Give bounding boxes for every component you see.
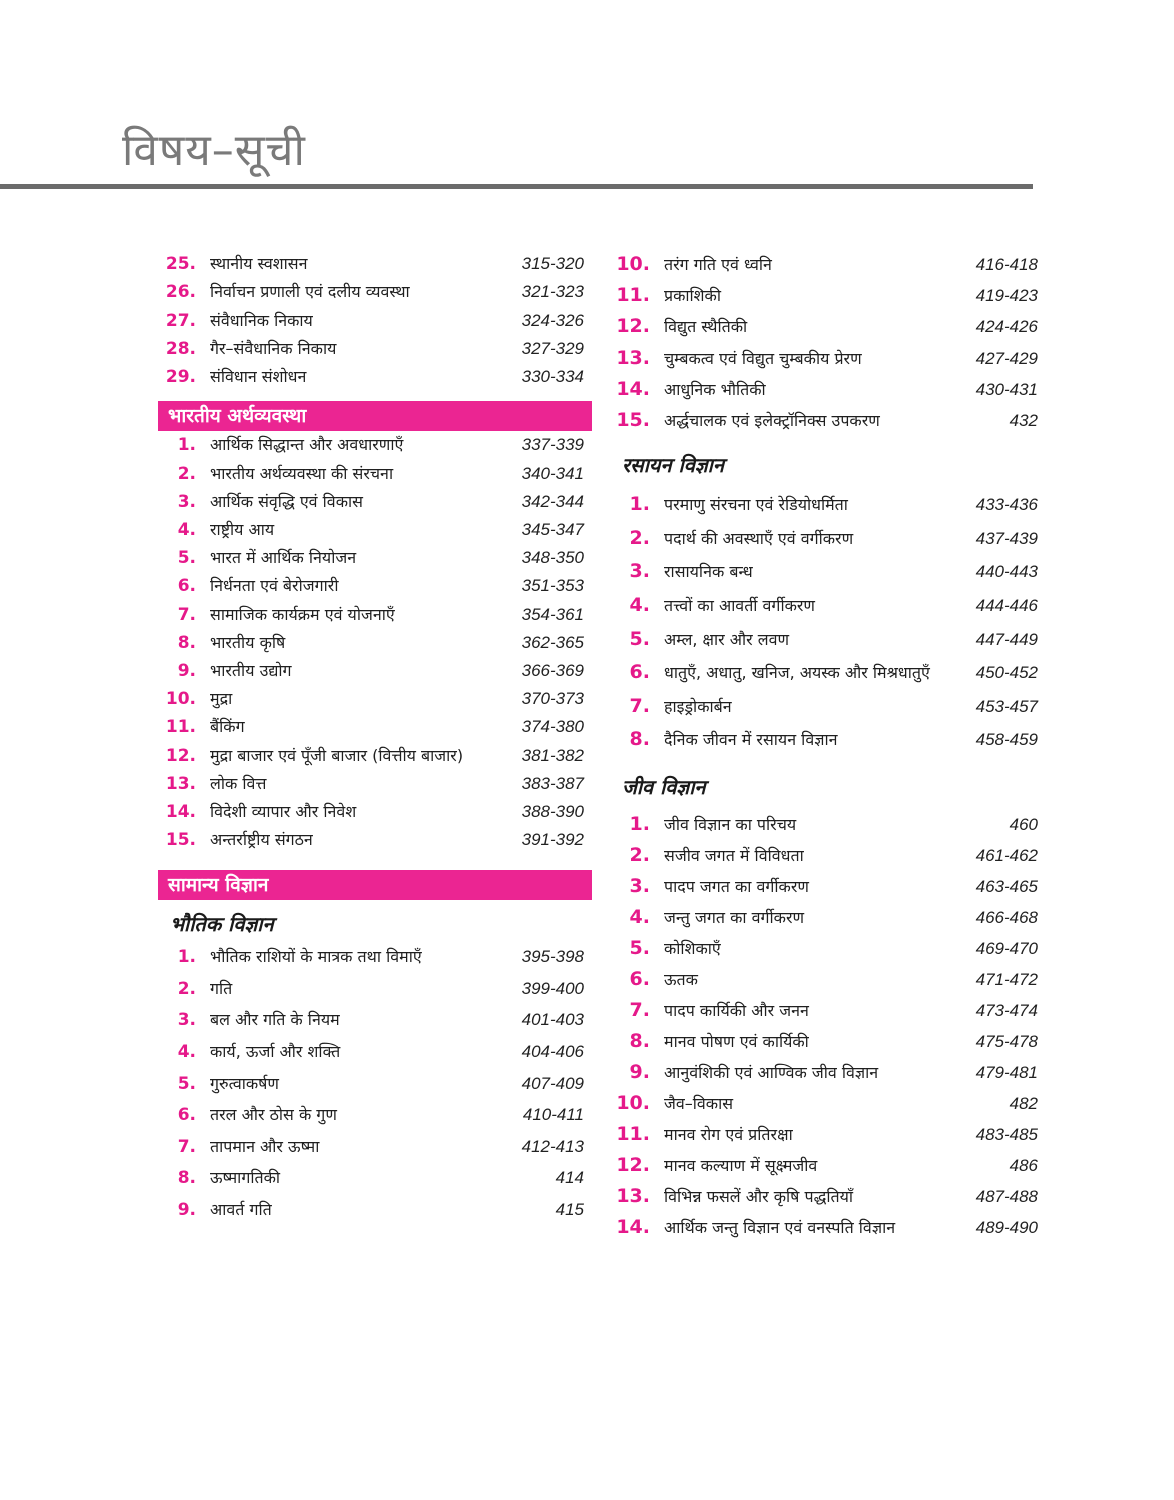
toc-entry-title: संवैधानिक निकाय [210,310,313,330]
toc-entry [612,346,1038,381]
toc-entry-pages: 460 [1009,814,1038,834]
toc-entry [612,998,1038,1033]
toc-entry-pages: 458-459 [975,730,1038,750]
toc-entry-title: लोक वित्त [210,773,267,793]
toc-entry [158,832,592,860]
toc-entry [158,1044,592,1076]
toc-group [612,812,1038,1250]
toc-entry-number: 6. [629,967,650,990]
toc-entry-number: 26. [165,282,196,303]
toc-entry-title: हाइड्रोकार्बन [664,696,732,716]
toc-entry [158,1202,592,1234]
toc-group [158,437,592,860]
toc-entry-number: 28. [165,338,196,359]
toc-entry [612,253,1038,287]
toc-entry-pages: 471-472 [975,969,1038,989]
toc-entry-pages: 366-369 [521,660,584,680]
toc-entry-pages: 351-353 [521,576,584,596]
toc-entry [612,526,1038,564]
toc-entry-title: प्रकाशिकी [664,286,721,306]
toc-entry [158,437,592,465]
toc-entry-title: मानव रोग एवं प्रतिरक्षा [664,1124,793,1144]
toc-entry [158,773,592,804]
toc-entry-pages: 463-465 [975,876,1038,896]
toc-entry-title: तरंग गति एवं ध्वनि [664,255,772,274]
toc-entry-pages: 315-320 [521,254,584,273]
toc-entry [158,949,592,981]
toc-entry-number: 9. [177,660,196,681]
toc-entry [612,694,1038,732]
toc-entry [612,661,1038,698]
toc-entry-pages: 391-392 [521,830,584,850]
toc-entry-pages: 330-334 [521,367,584,387]
toc-entry [612,936,1038,971]
toc-entry-title: जन्तु जगत का वर्गीकरण [664,907,805,927]
toc-entry-number: 3. [629,874,650,897]
toc-entry-pages: 362-365 [521,632,584,652]
toc-entry [612,560,1038,597]
toc-entry-number: 1. [177,435,196,456]
toc-entry [158,1012,592,1044]
toc-entry-pages: 427-429 [975,348,1038,368]
subsection-heading-physics: भौतिक विज्ञान [170,912,274,937]
toc-entry-number: 5. [629,936,650,959]
toc-entry-number: 7. [629,998,650,1021]
toc-entry-number: 6. [177,576,196,597]
toc-entry [612,1215,1038,1250]
toc-entry [158,604,592,635]
toc-entry [612,1029,1038,1064]
toc-entry-title: आर्थिक संवृद्धि एवं विकास [210,491,363,511]
toc-entry [158,338,592,369]
toc-entry-number: 14. [616,377,650,400]
toc-entry [158,1073,592,1108]
toc-entry-number: 13. [616,1184,650,1207]
toc-entry-pages: 381-382 [521,745,584,765]
toc-entry-pages: 401-403 [521,1010,584,1030]
subsection-heading-chemistry: रसायन विज्ञान [622,453,724,478]
toc-entry-number: 4. [629,905,650,928]
toc-entry-title: पदार्थ की अवस्थाएँ एवं वर्गीकरण [664,528,854,548]
toc-entry-number: 8. [177,1168,196,1189]
toc-entry [612,1091,1038,1126]
toc-entry [158,522,592,550]
toc-entry-number: 5. [629,627,650,650]
toc-entry-pages: 354-361 [521,604,584,624]
toc-entry-pages: 321-323 [521,282,584,302]
toc-entry-number: 2. [629,526,650,549]
toc-entry-title: ऊतक [664,969,698,989]
toc-entry-pages: 475-478 [975,1031,1038,1051]
toc-group [612,253,1038,443]
toc-entry-pages: 419-423 [975,286,1038,306]
toc-entry-number: 15. [165,830,196,851]
toc-entry [612,315,1038,349]
toc-entry-number: 7. [177,604,196,625]
toc-entry-title: जीव विज्ञान का परिचय [664,814,797,834]
toc-entry-number: 3. [177,1010,196,1031]
toc-entry-pages: 345-347 [521,520,584,540]
toc-entry-number: 10. [616,253,650,275]
toc-entry-number: 11. [616,284,650,307]
toc-entry [612,812,1038,847]
toc-entry-title: बैंकिंग [210,717,245,737]
toc-entry-number: 12. [165,745,196,766]
toc-entry-pages: 440-443 [975,562,1038,582]
toc-entry-pages: 437-439 [975,528,1038,548]
toc-entry-title: विभिन्न फसलें और कृषि पद्धतियाँ [664,1186,854,1206]
toc-entry-title: कोशिकाएँ [664,938,721,958]
toc-entry-title: पादप जगत का वर्गीकरण [664,876,809,896]
toc-entry-pages: 327-329 [521,338,584,358]
toc-entry [158,978,592,1013]
toc-entry-title: भारतीय कृषि [210,632,286,652]
toc-entry [158,310,592,341]
toc-entry-title: आवर्त गति [210,1200,272,1220]
toc-entry [158,1136,592,1171]
toc-entry [158,1107,592,1139]
toc-entry-title: गैर–संवैधानिक निकाय [210,338,337,358]
toc-entry-number: 5. [177,1073,196,1094]
toc-entry [612,493,1038,530]
toc-entry-title: अर्द्धचालक एवं इलेक्ट्रॉनिक्स उपकरण [664,410,880,430]
toc-entry-number: 14. [165,801,196,822]
toc-entry-number: 9. [177,1200,196,1221]
page-title: विषय–सूची [122,125,306,176]
toc-entry-pages: 395-398 [521,947,584,967]
toc-entry-title: मुद्रा बाजार एवं पूँजी बाजार (वित्तीय बाजार) [210,745,464,765]
toc-right-column [612,253,1038,1250]
toc-entry-title: मुद्रा [210,689,233,709]
toc-entry-pages: 324-326 [521,310,584,330]
toc-entry-pages: 430-431 [975,379,1038,399]
toc-entry-title: बल और गति के नियम [210,1010,340,1030]
toc-entry-title: भारतीय अर्थव्यवस्था की संरचना [210,463,394,483]
toc-entry-title: विदेशी व्यापार और निवेश [210,801,357,821]
toc-entry-number: 8. [629,728,650,751]
toc-entry-number: 8. [177,632,196,653]
toc-entry [158,550,592,578]
toc-entry-title: धातुएँ, अधातु, खनिज, अयस्क और मिश्रधातुएँ [664,663,930,683]
toc-entry-number: 7. [629,694,650,717]
toc-entry-number: 12. [616,315,650,338]
toc-entry-number: 5. [177,548,196,569]
toc-entry-number: 3. [629,560,650,583]
toc-entry [158,578,592,606]
toc-entry-number: 6. [629,661,650,684]
toc-entry [158,491,592,522]
toc-entry-pages: 388-390 [521,801,584,821]
toc-entry-pages: 370-373 [521,689,584,709]
toc-entry-number: 27. [165,310,196,331]
toc-entry-pages: 404-406 [521,1042,584,1062]
toc-entry-title: संविधान संशोधन [210,367,307,387]
toc-entry-title: गति [210,978,233,998]
toc-entry-number: 1. [177,947,196,968]
toc-entry-number: 6. [177,1105,196,1126]
toc-entry-title: जैव–विकास [664,1093,734,1113]
toc-entry-pages: 444-446 [975,595,1038,615]
toc-entry-pages: 383-387 [521,773,584,793]
toc-entry [612,967,1038,1002]
toc-entry-number: 15. [616,408,650,431]
toc-entry-title: सजीव जगत में विविधता [664,845,804,865]
toc-entry [158,284,592,312]
toc-entry-pages: 433-436 [975,495,1038,515]
toc-entry-title: आधुनिक भौतिकी [664,379,766,399]
toc-entry-title: सामाजिक कार्यक्रम एवं योजनाएँ [210,604,395,624]
toc-entry-pages: 399-400 [521,978,584,998]
toc-entry-title: निर्धनता एवं बेरोजगारी [210,576,339,596]
toc-entry-title: आर्थिक सिद्धान्त और अवधारणाएँ [210,435,404,455]
toc-group [612,493,1038,765]
toc-left-column [158,256,592,1234]
toc-entry-title: मानव पोषण एवं कार्यिकी [664,1031,809,1051]
toc-entry-number: 2. [177,463,196,484]
toc-entry-title: अम्ल, क्षार और लवण [664,629,790,649]
toc-entry-number: 2. [629,843,650,866]
toc-entry-pages: 483-485 [975,1124,1038,1144]
toc-entry-pages: 348-350 [521,548,584,568]
toc-entry-pages: 447-449 [975,629,1038,649]
toc-entry [612,408,1038,443]
toc-entry-number: 10. [165,689,196,710]
toc-entry-pages: 410-411 [522,1105,584,1125]
toc-entry [158,801,592,832]
toc-entry-title: भौतिक राशियों के मात्रक तथा विमाएँ [210,947,422,967]
toc-entry-title: राष्ट्रीय आय [210,520,275,540]
toc-entry-number: 4. [177,520,196,541]
toc-entry-number: 4. [629,593,650,616]
toc-entry-number: 25. [165,254,196,274]
toc-entry-title: अन्तर्राष्ट्रीय संगठन [210,830,313,850]
toc-entry-pages: 479-481 [975,1062,1038,1082]
toc-entry [158,463,592,494]
section-band-economy: भारतीय अर्थव्यवस्था [158,401,592,431]
toc-entry-number: 8. [629,1029,650,1052]
toc-entry-pages: 487-488 [975,1186,1038,1206]
toc-entry [612,843,1038,878]
toc-entry-number: 10. [616,1091,650,1114]
toc-entry [612,593,1038,631]
toc-entry-number: 14. [616,1215,650,1238]
toc-entry [612,1184,1038,1219]
section-band-science: सामान्य विज्ञान [158,870,592,900]
toc-entry-pages: 489-490 [975,1217,1038,1237]
toc-entry [158,1170,592,1202]
toc-entry [158,719,592,747]
toc-entry-pages: 407-409 [521,1073,584,1093]
toc-entry-pages: 414 [555,1168,584,1188]
toc-entry-title: भारत में आर्थिक नियोजन [210,548,357,568]
toc-entry-pages: 424-426 [975,317,1038,337]
toc-entry-pages: 415 [555,1200,584,1220]
toc-entry [612,1153,1038,1188]
toc-entry [158,691,592,719]
toc-entry [612,627,1038,665]
toc-entry-title: चुम्बकत्व एवं विद्युत चुम्बकीय प्रेरण [664,348,862,368]
toc-entry-number: 13. [616,346,650,369]
toc-entry-title: तापमान और ऊष्मा [210,1136,320,1156]
toc-entry-number: 29. [165,367,196,388]
toc-entry [612,1060,1038,1095]
toc-entry-pages: 466-468 [975,907,1038,927]
toc-group [158,256,592,397]
toc-entry-title: विद्युत स्थैतिकी [664,317,748,337]
toc-entry [158,632,592,663]
toc-entry-pages: 473-474 [975,1000,1038,1020]
toc-entry [158,745,592,776]
toc-entry [612,377,1038,412]
subsection-heading-biology: जीव विज्ञान [622,774,706,799]
toc-entry-title: तरल और ठोस के गुण [210,1105,337,1125]
toc-entry-title: आर्थिक जन्तु विज्ञान एवं वनस्पति विज्ञान [664,1217,896,1237]
toc-entry-number: 4. [177,1042,196,1063]
toc-entry-pages: 374-380 [521,717,584,737]
toc-entry-pages: 461-462 [975,845,1038,865]
toc-entry-title: कार्य, ऊर्जा और शक्ति [210,1042,341,1062]
toc-entry-pages: 432 [1009,410,1038,430]
toc-entry [612,728,1038,765]
toc-entry-number: 3. [177,491,196,512]
toc-entry-title: ऊष्मागतिकी [210,1168,281,1188]
toc-entry [612,284,1038,318]
toc-entry-pages: 482 [1009,1093,1038,1113]
toc-entry-number: 7. [177,1136,196,1157]
toc-entry-number: 11. [165,717,196,738]
toc-entry [158,369,592,397]
toc-entry-pages: 469-470 [975,938,1038,958]
toc-entry [158,256,592,284]
toc-entry [612,905,1038,940]
toc-entry-pages: 453-457 [975,696,1038,716]
toc-entry-pages: 340-341 [521,463,584,483]
toc-entry [612,1122,1038,1157]
toc-entry-number: 11. [616,1122,650,1145]
toc-entry-title: परमाणु संरचना एवं रेडियोधर्मिता [664,495,848,515]
toc-entry [612,874,1038,909]
toc-entry-pages: 486 [1009,1155,1038,1175]
toc-entry-number: 1. [629,812,650,835]
toc-entry-number: 13. [165,773,196,794]
toc-entry-title: पादप कार्यिकी और जनन [664,1000,809,1020]
title-divider [0,184,1033,189]
toc-entry-pages: 450-452 [975,663,1038,683]
toc-entry-pages: 416-418 [975,255,1038,274]
toc-entry-number: 12. [616,1153,650,1176]
toc-entry-number: 9. [629,1060,650,1083]
toc-entry-title: रासायनिक बन्ध [664,562,753,582]
toc-entry [158,660,592,691]
toc-entry-number: 2. [177,978,196,999]
toc-entry-title: आनुवंशिकी एवं आण्विक जीव विज्ञान [664,1062,879,1082]
toc-entry-number: 1. [629,493,650,516]
toc-entry-title: भारतीय उद्योग [210,660,292,680]
toc-entry-pages: 412-413 [521,1136,584,1156]
toc-group [158,949,592,1233]
toc-entry-title: स्थानीय स्वशासन [210,254,308,273]
toc-entry-title: दैनिक जीवन में रसायन विज्ञान [664,730,838,750]
toc-entry-pages: 342-344 [521,491,584,511]
toc-entry-pages: 337-339 [521,435,584,455]
toc-entry-title: मानव कल्याण में सूक्ष्मजीव [664,1155,818,1175]
toc-entry-title: निर्वाचन प्रणाली एवं दलीय व्यवस्था [210,282,410,302]
toc-entry-title: गुरुत्वाकर्षण [210,1073,279,1093]
toc-entry-title: तत्त्वों का आवर्ती वर्गीकरण [664,595,815,615]
